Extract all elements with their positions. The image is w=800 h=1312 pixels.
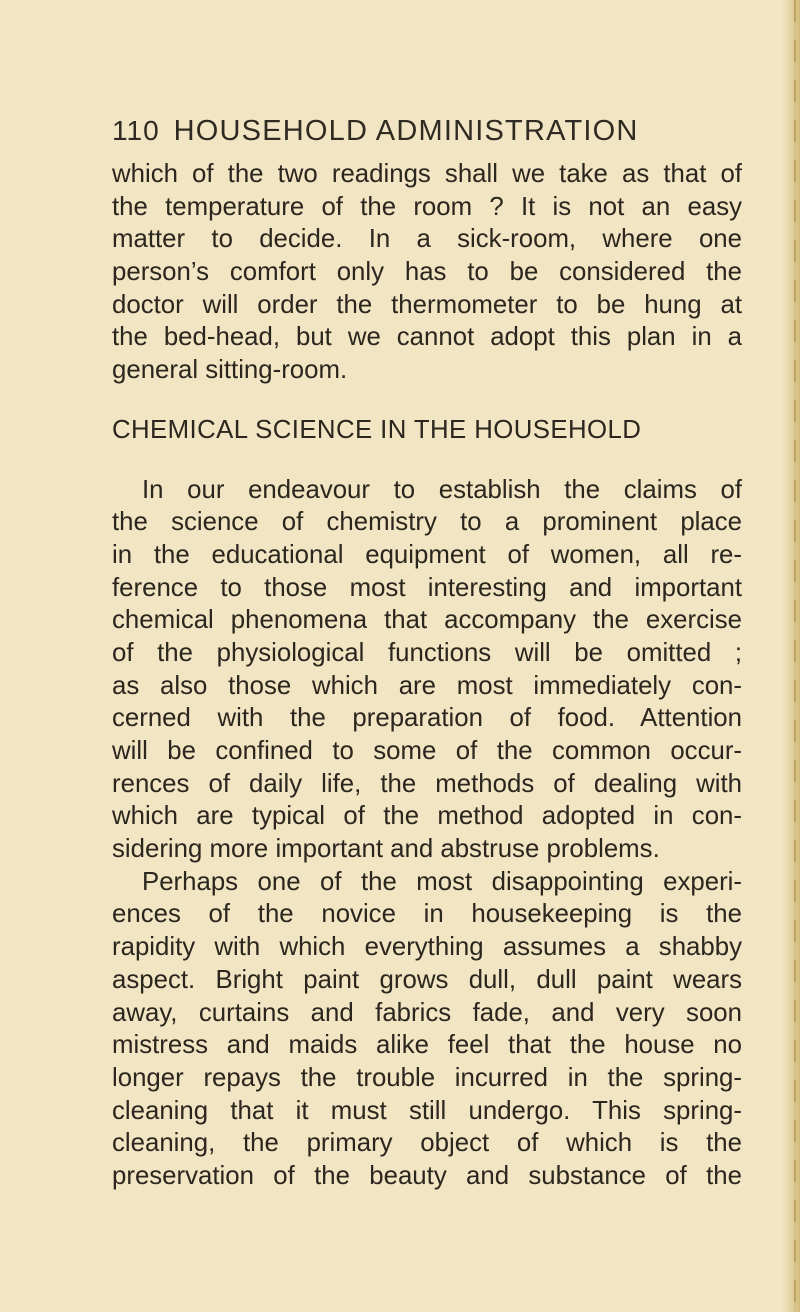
text-line: ference to those most interesting and important	[112, 573, 742, 602]
page-header	[112, 115, 752, 159]
section-heading: CHEMICAL SCIENCE IN THE HOUSEHOLD	[112, 415, 642, 444]
text-line: the bed-head, but we cannot adopt this plan in a	[112, 323, 742, 352]
text-line: will be confined to some of the common occur-	[112, 737, 742, 765]
text-line: which are typical of the method adopted in con-	[112, 802, 742, 831]
page-number: 110	[112, 115, 160, 146]
running-title: HOUSEHOLD ADMINISTRATION	[173, 115, 639, 147]
text-line: rences of daily life, the methods of dealing with	[112, 769, 742, 798]
page-edge-shadow	[782, 0, 800, 1312]
text-line: matter to decide. In a sick-room, where one	[112, 225, 742, 254]
text-line: as also those which are most immediately con-	[112, 671, 742, 700]
text-line: doctor will order the thermometer to be hung at	[112, 290, 742, 319]
text-line: away, curtains and fabrics fade, and very soon	[112, 998, 742, 1027]
text-line: the temperature of the room ? It is not an easy	[112, 192, 742, 221]
page-edge-stripe	[794, 0, 796, 1312]
text-line: general sitting-room.	[112, 356, 348, 385]
text-line: the science of chemistry to a prominent place	[112, 508, 742, 537]
text-line: aspect. Bright paint grows dull, dull paint wears	[112, 965, 742, 994]
text-line: cerned with the preparation of food. Attention	[112, 704, 742, 733]
text-line: chemical phenomena that accompany the exercise	[112, 606, 742, 635]
text-line: ences of the novice in housekeeping is the	[112, 900, 742, 929]
text-line: Perhaps one of the most disappointing experi-	[142, 867, 742, 896]
text-line: sidering more important and abstruse problems.	[112, 835, 660, 864]
text-line: person’s comfort only has to be considered the	[112, 258, 742, 287]
text-line: mistress and maids alike feel that the house no	[112, 1031, 742, 1060]
text-line: in the educational equipment of women, all re-	[112, 540, 742, 569]
text-line: cleaning that it must still undergo. This spring-	[112, 1096, 742, 1125]
text-line: rapidity with which everything assumes a shabby	[112, 933, 742, 962]
text-line: of the physiological functions will be omitted ;	[112, 638, 742, 667]
text-line: preservation of the beauty and substance of the	[112, 1161, 742, 1190]
page-text	[112, 158, 742, 1193]
text-line: which of the two readings shall we take as that of	[112, 160, 742, 188]
text-line: In our endeavour to establish the claims of	[142, 475, 742, 504]
text-line: longer repays the trouble incurred in the spring-	[112, 1063, 742, 1092]
text-line: cleaning, the primary object of which is the	[112, 1129, 742, 1158]
